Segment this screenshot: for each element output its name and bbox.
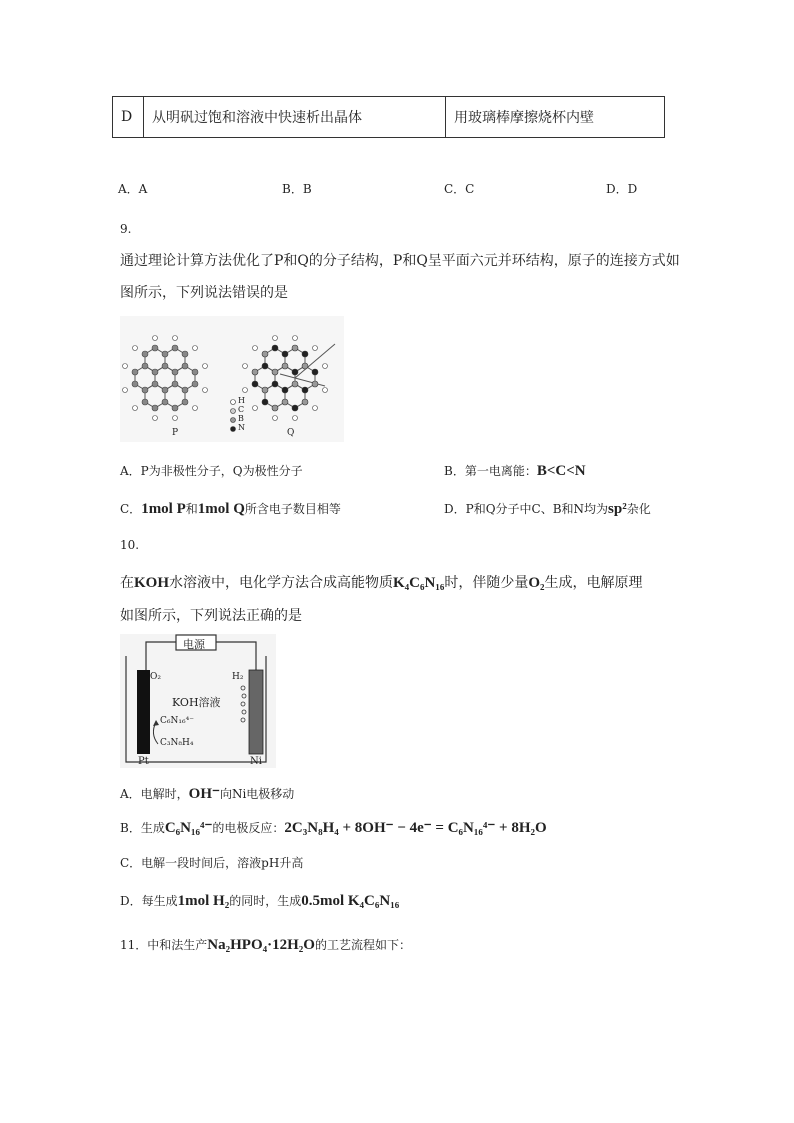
- q11-prefix: 11．中和法生产: [120, 938, 208, 952]
- option-c-formula-1: 1mol P: [141, 501, 186, 517]
- legend-c: C: [238, 405, 245, 414]
- q8-option-b: B．B: [282, 182, 312, 196]
- q9-option-d: [444, 500, 651, 518]
- option-d-formula-1: 1mol H₂: [177, 893, 230, 909]
- pt-label: Pt: [138, 756, 149, 767]
- option-d-prefix: D．P和Q分子中C、B和N均为: [444, 502, 609, 516]
- row-label: D: [113, 97, 144, 138]
- q10-option-d: [120, 892, 399, 910]
- q8-option-c: C．C: [444, 182, 475, 196]
- o2-label: O₂: [150, 672, 161, 682]
- option-c-prefix: C．: [120, 502, 142, 516]
- q10-stem-line2: 如图所示，下列说法正确的是: [120, 608, 302, 624]
- option-c-suffix: 所含电子数目相等: [244, 502, 341, 516]
- q11-formula: Na₂HPO₄·12H₂O: [207, 937, 315, 953]
- option-b-mid: 的电极反应：: [212, 821, 285, 835]
- q10-number: 10.: [120, 538, 140, 552]
- q9-stem-line1: 通过理论计算方法优化了P和Q的分子结构，P和Q呈平面六元并环结构，原子的连接方式如: [120, 253, 680, 269]
- stem-mid1: 水溶液中，电化学方法合成高能物质: [169, 575, 394, 591]
- q10-option-b: [120, 818, 547, 837]
- stem-formula-koh: KOH: [134, 575, 170, 591]
- q8-table: [112, 96, 665, 138]
- q10-option-a: [120, 784, 294, 803]
- figure-label-p: P: [172, 428, 179, 438]
- q10-option-c: C．电解一段时间后，溶液pH升高: [120, 856, 304, 870]
- table-row: [113, 97, 665, 138]
- molecule-diagram: [120, 316, 344, 442]
- ni-electrode: [249, 670, 263, 754]
- stem-formula-product: K₄C₆N₁₆: [393, 575, 445, 591]
- option-a-prefix: A．电解时，: [120, 787, 189, 801]
- option-b-formula: C₆N₁₆⁴⁻: [164, 820, 213, 836]
- q9-stem-line2: 图所示，下列说法错误的是: [120, 285, 288, 301]
- q9-option-c: [120, 500, 341, 518]
- q10-electrolysis-figure: [120, 634, 276, 768]
- option-b-prefix: B．生成: [120, 821, 165, 835]
- option-c-mid: 和: [185, 502, 198, 516]
- q9-number: 9.: [120, 222, 132, 236]
- q9-option-a: A．P为非极性分子，Q为极性分子: [120, 464, 303, 478]
- ion-label: C₆N₁₆⁴⁻: [160, 716, 194, 726]
- q11-stem: [120, 936, 411, 954]
- power-source-label: 电源: [183, 638, 205, 651]
- h2-label: H₂: [232, 672, 244, 682]
- option-c-formula-2: 1mol Q: [197, 501, 245, 517]
- reactant-label: C₃N₈H₄: [160, 738, 194, 748]
- q9-molecule-figure: [120, 316, 344, 442]
- pt-electrode: [137, 670, 150, 754]
- figure-label-q: Q: [287, 428, 295, 438]
- cell-method: 从明矾过饱和溶液中快速析出晶体: [144, 97, 446, 138]
- q8-option-d: D．D: [606, 182, 638, 196]
- option-b-equation: 2C₃N₈H₄ + 8OH⁻ − 4e⁻ = C₆N₁₆⁴⁻ + 8H₂O: [284, 820, 547, 836]
- option-d-mid: 的同时，生成: [229, 894, 302, 908]
- legend-b: B: [238, 414, 244, 423]
- stem-post: 生成，电解原理: [544, 575, 643, 591]
- legend-h: H: [238, 396, 245, 405]
- option-d-prefix: D．每生成: [120, 894, 178, 908]
- option-d-formula: sp²: [608, 501, 627, 517]
- option-a-formula: OH⁻: [188, 786, 220, 802]
- q8-option-a: A．A: [118, 182, 148, 196]
- stem-pre: 在: [120, 575, 134, 591]
- stem-formula-o2: O₂: [528, 575, 545, 591]
- legend-n: N: [238, 423, 245, 432]
- q10-stem-line1: [120, 572, 643, 592]
- option-b-prefix: B．第一电离能：: [444, 464, 537, 478]
- option-a-suffix: 向Ni电极移动: [219, 787, 295, 801]
- ni-label: Ni: [250, 756, 262, 767]
- option-b-formula: B<C<N: [536, 463, 586, 479]
- option-d-suffix: 杂化: [626, 502, 651, 516]
- option-d-formula-2: 0.5mol K₄C₆N₁₆: [301, 893, 400, 909]
- q11-suffix: 的工艺流程如下：: [314, 938, 411, 952]
- cell-operation: 用玻璃棒摩擦烧杯内壁: [446, 97, 665, 138]
- q9-option-b: [444, 462, 586, 480]
- stem-mid2: 时，伴随少量: [444, 575, 529, 591]
- koh-solution-label: KOH溶液: [172, 696, 221, 709]
